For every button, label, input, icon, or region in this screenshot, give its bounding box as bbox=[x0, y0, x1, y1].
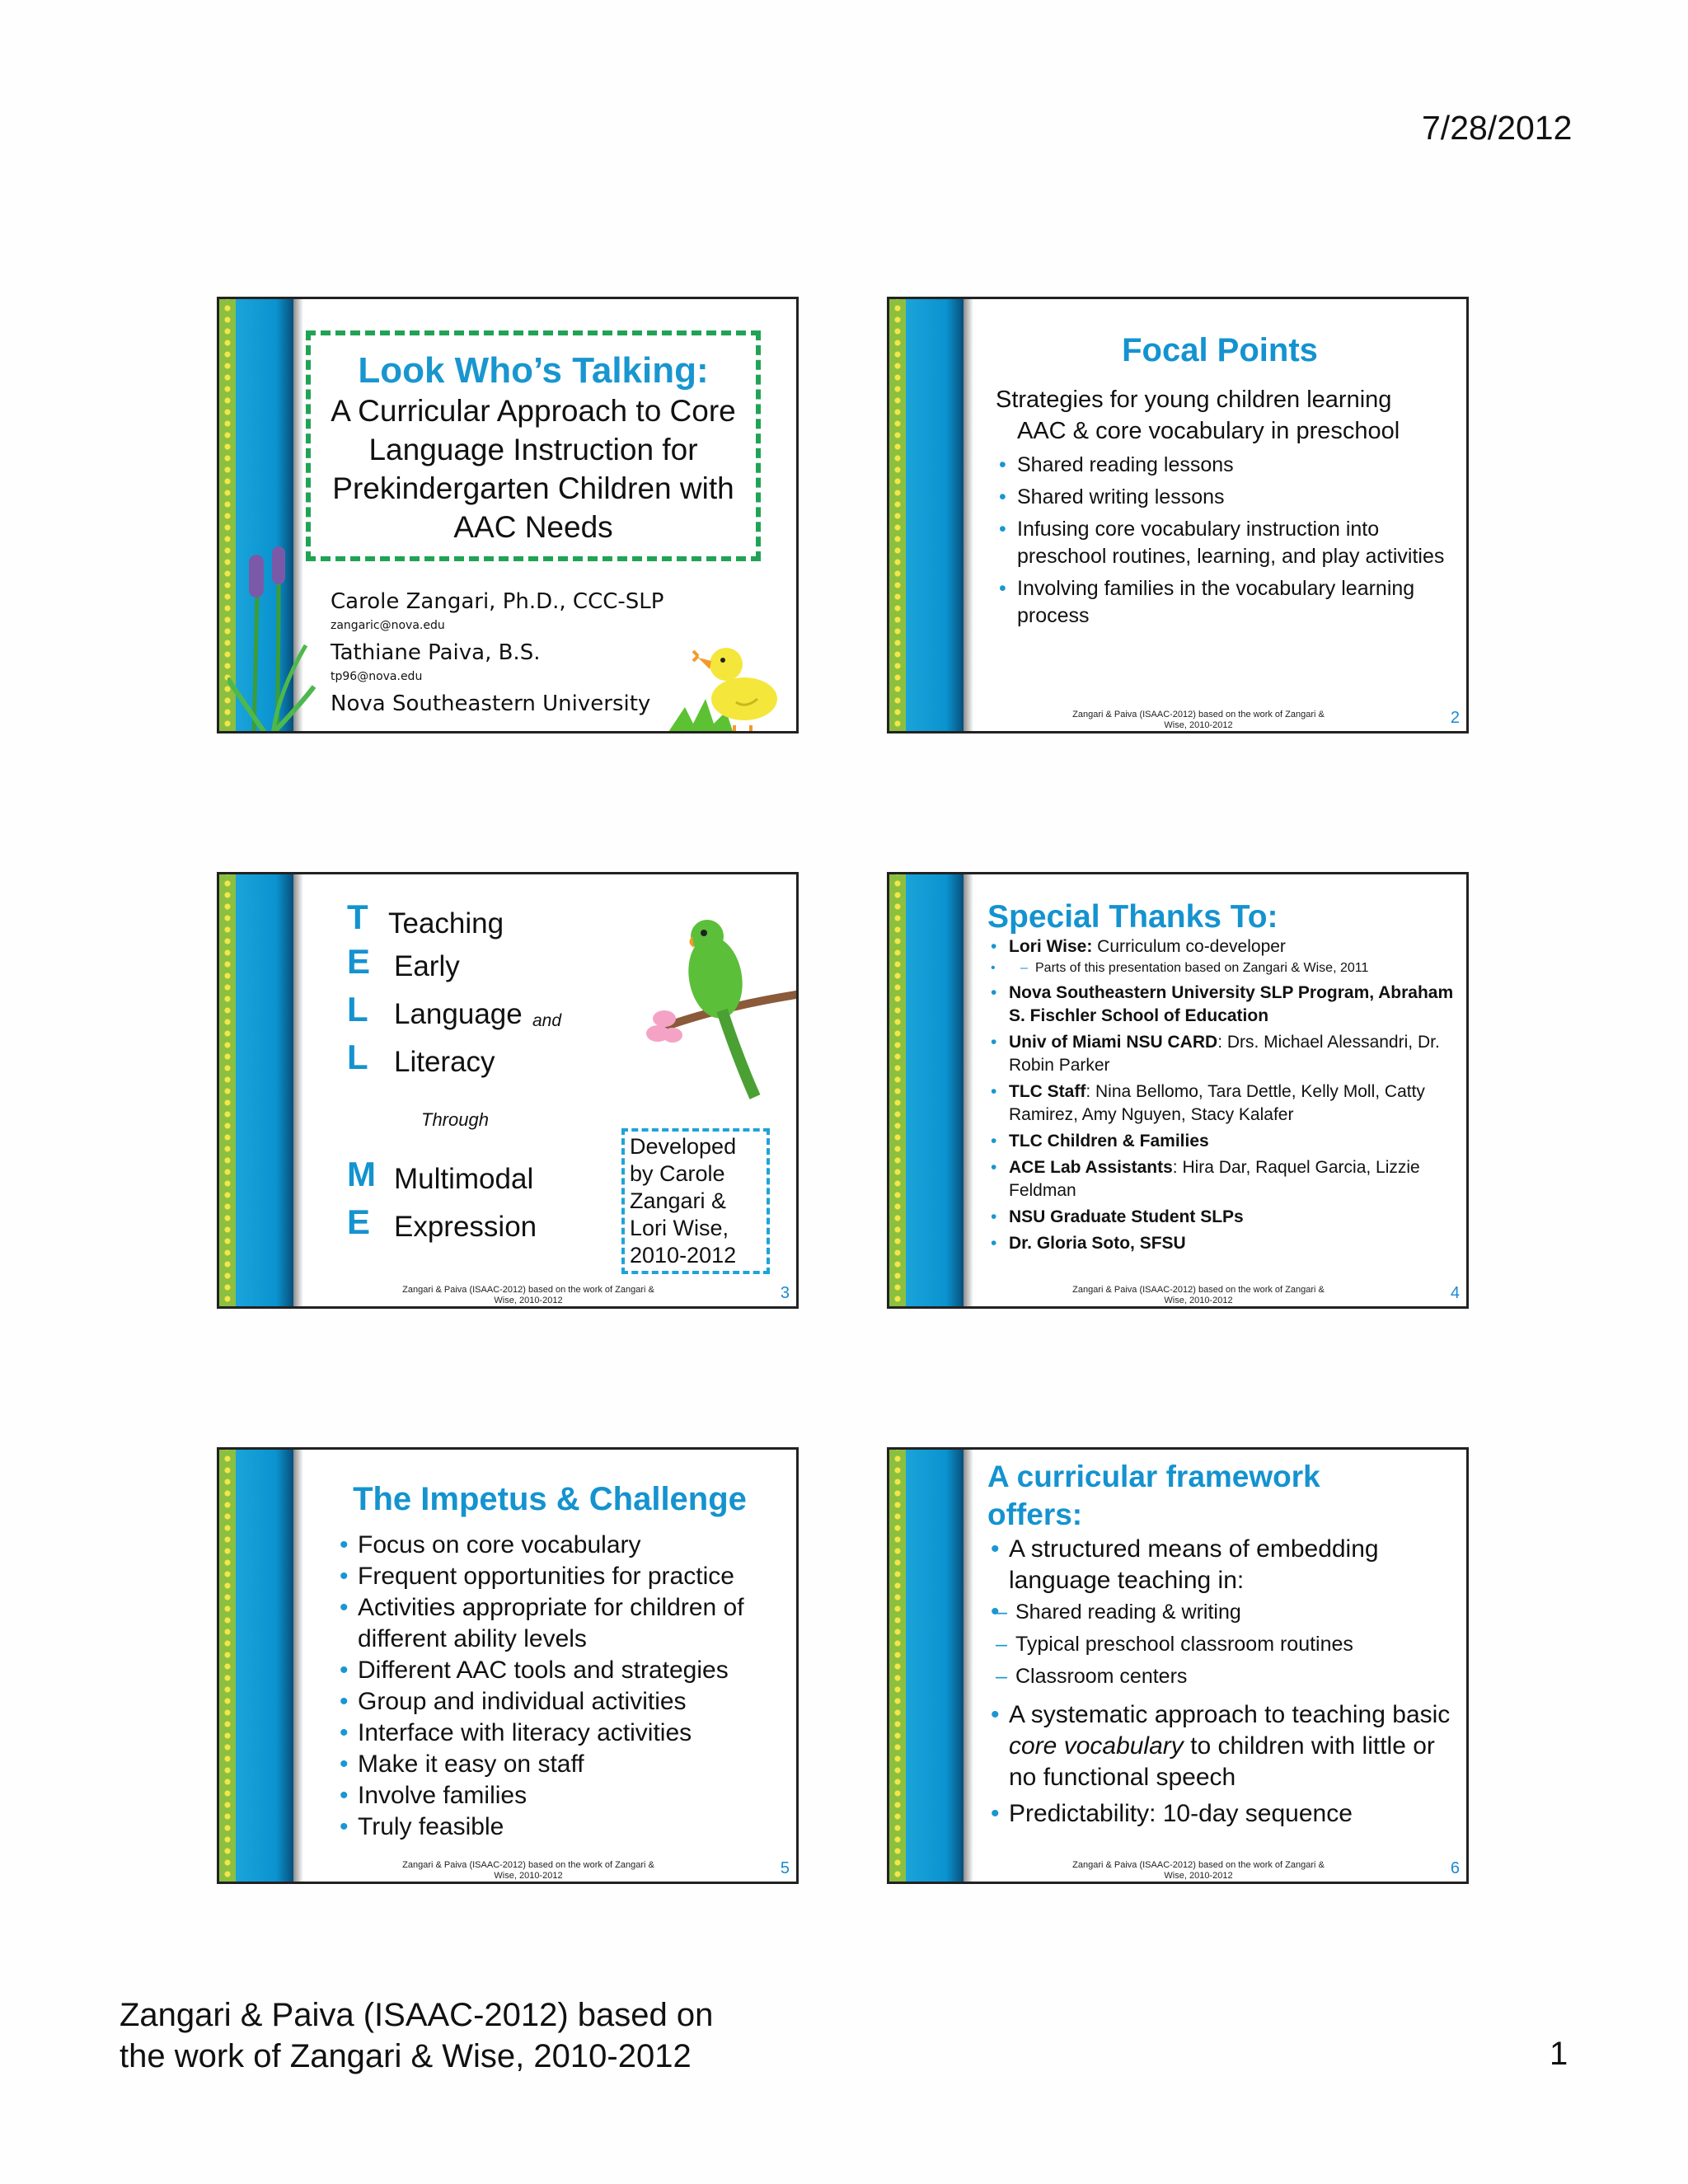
slide-content bbox=[973, 1450, 1466, 1882]
bullet-list bbox=[996, 452, 1450, 630]
developed-by-box: Developed by Carole Zangari & Lori Wise, 2010-2012 bbox=[621, 1128, 770, 1274]
sub-list-item: – Classroom centers bbox=[996, 1665, 1188, 1688]
page-footer: Zangari & Paiva (ISAAC-2012) based on the work of Zangari & Wise, 2010-2012 bbox=[120, 1997, 714, 2074]
acronym-word: Expression bbox=[394, 1211, 537, 1243]
slide-number: 4 bbox=[1450, 1284, 1460, 1302]
acronym-letter: M bbox=[347, 1155, 376, 1193]
thanks-list bbox=[987, 935, 1458, 1255]
slide-title: The Impetus & Challenge bbox=[353, 1481, 747, 1517]
list-item: • NSU Graduate Student SLPs bbox=[987, 1206, 1458, 1229]
slide-title: Look Who’s Talking: bbox=[358, 350, 709, 391]
slide-footer: Zangari & Paiva (ISAAC-2012) based on the work of Zangari & Wise, 2010-2012 bbox=[1072, 710, 1325, 730]
slide-4 bbox=[887, 872, 1469, 1309]
cattail-plant-icon bbox=[227, 546, 318, 733]
acronym-word: Literacy bbox=[394, 1046, 495, 1078]
list-item: • Group and individual activities bbox=[336, 1686, 788, 1718]
bullet-list bbox=[987, 1534, 1458, 1830]
acronym-letter: L bbox=[347, 1038, 368, 1076]
list-item: • Univ of Miami NSU CARD: Drs. Michael Alessandri, Dr. Robin Parker bbox=[987, 1031, 1458, 1077]
list-item: • Lori Wise: Curriculum co-developer bbox=[987, 935, 1458, 958]
slide-1 bbox=[217, 297, 799, 733]
acronym-letter: E bbox=[347, 942, 371, 981]
list-item: • Shared reading lessons bbox=[996, 452, 1450, 479]
list-item: • Truly feasible bbox=[336, 1811, 788, 1843]
slide-content bbox=[973, 874, 1466, 1306]
university: Nova Southeastern University bbox=[331, 691, 651, 716]
list-item: • Make it easy on staff bbox=[336, 1749, 788, 1780]
page-number: 1 bbox=[1550, 2036, 1568, 2072]
slide-3 bbox=[217, 872, 799, 1309]
list-item: • Involving families in the vocabulary learning process bbox=[996, 575, 1450, 630]
sub-list bbox=[987, 1596, 1458, 1693]
slide-content bbox=[973, 299, 1466, 731]
intro-text: Strategies for young children learning AAC & core vocabulary in preschool bbox=[996, 387, 1400, 444]
list-item: • Frequent opportunities for practice bbox=[336, 1561, 788, 1592]
acronym-word: Language bbox=[394, 998, 523, 1030]
list-item: • Predictability: 10-day sequence bbox=[987, 1798, 1458, 1830]
acronym-letter: T bbox=[347, 898, 368, 936]
acronym-letter: L bbox=[347, 990, 368, 1029]
slide-6 bbox=[887, 1447, 1469, 1884]
slide-footer: Zangari & Paiva (ISAAC-2012) based on the work of Zangari & Wise, 2010-2012 bbox=[402, 1285, 654, 1305]
author2-email: tp96@nova.edu bbox=[331, 670, 423, 683]
author1-name: Carole Zangari, Ph.D., CCC-SLP bbox=[331, 589, 664, 614]
slide-content bbox=[303, 1450, 796, 1882]
acronym-word: Early bbox=[394, 950, 460, 982]
through-word: Through bbox=[421, 1109, 489, 1130]
list-item: • A systematic approach to teaching basic core vocabulary to children with little or no functional speech bbox=[987, 1699, 1458, 1793]
sub-list-item: • – Shared reading & writing bbox=[996, 1601, 1241, 1624]
slide-number: 2 bbox=[1450, 709, 1460, 727]
page-date: 7/28/2012 bbox=[1422, 109, 1573, 147]
list-item: • TLC Staff: Nina Bellomo, Tara Dettle, Kelly Moll, Catty Ramirez, Amy Nguyen, Stacy Kalafer bbox=[987, 1080, 1458, 1127]
list-item: • Interface with literacy activities bbox=[336, 1718, 788, 1749]
slide-footer: Zangari & Paiva (ISAAC-2012) based on the work of Zangari & Wise, 2010-2012 bbox=[1072, 1285, 1325, 1305]
acronym-letter: E bbox=[347, 1202, 371, 1241]
slide-2 bbox=[887, 297, 1469, 733]
slide-footer: Zangari & Paiva (ISAAC-2012) based on the work of Zangari & Wise, 2010-2012 bbox=[1072, 1860, 1325, 1881]
sub-list-item: • – Parts of this presentation based on Zangari & Wise, 2011 bbox=[987, 958, 1458, 978]
list-item: • Involve families bbox=[336, 1780, 788, 1811]
list-item: • Shared writing lessons bbox=[996, 484, 1450, 511]
bullet-list bbox=[336, 1530, 788, 1843]
slide-title: Special Thanks To: bbox=[987, 899, 1278, 935]
slide-title: A curricular framework offers: bbox=[987, 1460, 1320, 1531]
duck-icon bbox=[668, 633, 792, 733]
list-item: • ACE Lab Assistants: Hira Dar, Raquel Garcia, Lizzie Feldman bbox=[987, 1156, 1458, 1202]
acronym-word: Teaching bbox=[388, 907, 504, 940]
slide-number: 3 bbox=[780, 1284, 790, 1302]
author2-name: Tathiane Paiva, B.S. bbox=[331, 640, 541, 665]
list-item: • Focus on core vocabulary bbox=[336, 1530, 788, 1561]
subtitle: A Curricular Approach to Core Language Instruction for Prekindergarten Children with AAC Needs bbox=[331, 394, 736, 544]
list-item: • Nova Southeastern University SLP Program, Abraham S. Fischler School of Education bbox=[987, 982, 1458, 1028]
sub-list-item: – Typical preschool classroom routines bbox=[996, 1633, 1353, 1656]
list-item: • Different AAC tools and strategies bbox=[336, 1655, 788, 1686]
list-item: • A structured means of embedding language teaching in: bbox=[987, 1534, 1458, 1596]
author1-email: zangaric@nova.edu bbox=[331, 619, 445, 632]
slide-number: 5 bbox=[780, 1859, 790, 1877]
list-item: • Activities appropriate for children of different ability levels bbox=[336, 1592, 788, 1655]
list-item: • TLC Children & Families bbox=[987, 1130, 1458, 1153]
parrot-icon bbox=[640, 912, 799, 1101]
slide-5 bbox=[217, 1447, 799, 1884]
and-word: and bbox=[532, 1011, 562, 1030]
slide-footer: Zangari & Paiva (ISAAC-2012) based on the work of Zangari & Wise, 2010-2012 bbox=[402, 1860, 654, 1881]
acronym-word: Multimodal bbox=[394, 1163, 534, 1195]
list-item: • Dr. Gloria Soto, SFSU bbox=[987, 1232, 1458, 1255]
slide-title: Focal Points bbox=[1122, 332, 1318, 368]
title-box bbox=[306, 330, 761, 561]
list-item: • Infusing core vocabulary instruction into preschool routines, learning, and play activities bbox=[996, 516, 1450, 570]
slide-number: 6 bbox=[1450, 1859, 1460, 1877]
